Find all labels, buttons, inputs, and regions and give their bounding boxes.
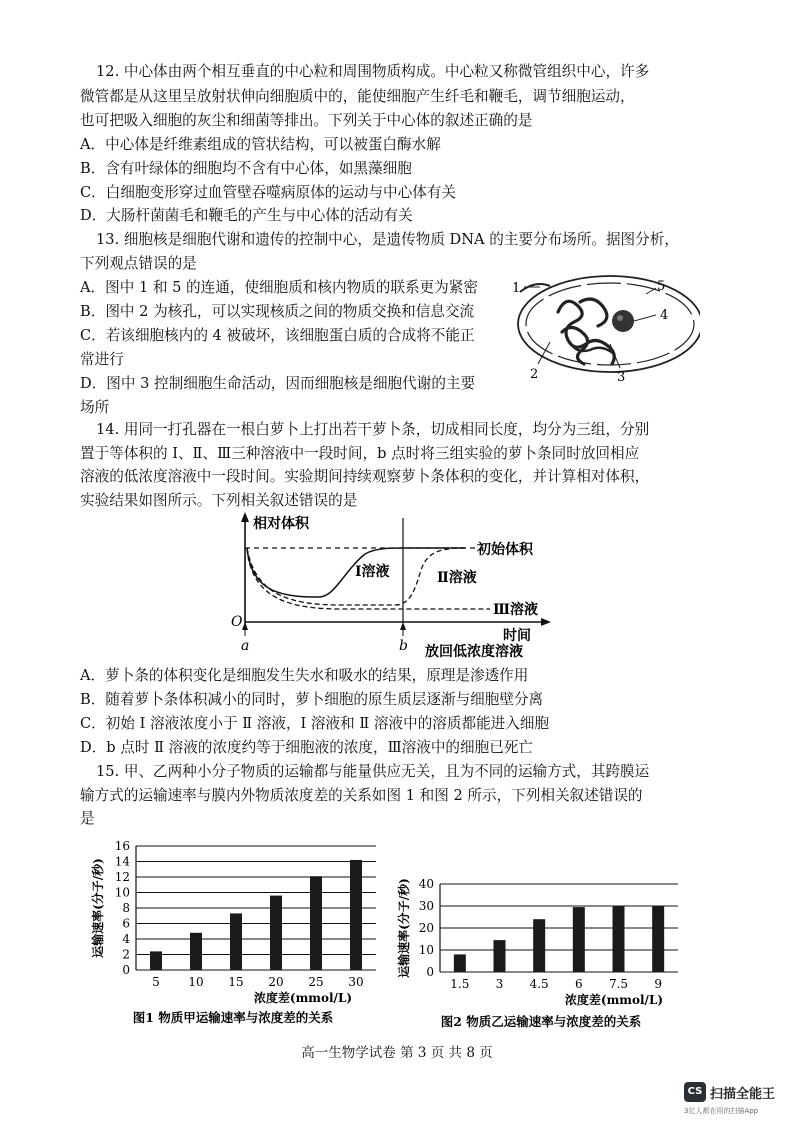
y-tick-label: 10	[114, 885, 130, 900]
y-tick-label: 40	[418, 877, 434, 891]
nucleolus	[612, 310, 634, 332]
bar	[230, 913, 242, 970]
curve-3-label: Ⅲ溶液	[493, 602, 539, 618]
chart-title: 图1 物质甲运输速率与浓度差的关系	[132, 1010, 334, 1025]
y-tick-label: 20	[418, 921, 434, 935]
q14-option-d: D．b 点时 Ⅱ 溶液的浓度约等于细胞液的浓度，Ⅲ溶液中的细胞已死亡	[80, 739, 533, 756]
x-tick-label: 1.5	[450, 977, 470, 991]
y-axis-label: 相对体积	[253, 516, 309, 532]
chromatin	[558, 299, 614, 364]
bar	[613, 906, 625, 972]
x-tick-label: 15	[228, 975, 244, 989]
y-tick-label: 10	[418, 943, 434, 957]
q15-stem-line-3: 是	[80, 810, 95, 827]
origin-label: O	[231, 614, 243, 630]
y-axis-label: 运输速率(分子/秒)	[397, 878, 411, 978]
point-a-label: a	[241, 638, 250, 654]
label-4: 4	[660, 308, 669, 323]
x-axis-label: 时间	[503, 628, 531, 644]
x-tick-label: 9	[654, 977, 662, 991]
x-tick-label: 30	[348, 975, 364, 989]
q13-option-b: B．图中 2 为核孔，可以实现核质之间的物质交换和信息交流	[80, 303, 475, 320]
scanner-app-name: 扫描全能王	[710, 1087, 776, 1102]
bar	[454, 954, 466, 972]
bar	[573, 907, 585, 972]
nuclear-envelope-outer	[518, 276, 700, 372]
q14-option-a: A．萝卜条的体积变化是细胞发生失水和吸水的结果，原理是渗透作用	[80, 667, 529, 684]
chart-substance-b	[396, 866, 686, 1036]
label-3: 3	[617, 370, 626, 385]
y-tick-label: 8	[122, 901, 130, 915]
relative-volume-graph	[225, 510, 565, 660]
label-1: 1	[512, 281, 521, 296]
q14-option-b: B．随着萝卜条体积减小的同时，萝卜细胞的原生质层逐渐与细胞壁分离	[80, 691, 544, 708]
y-tick-label: 2	[122, 947, 130, 962]
y-tick-label: 12	[114, 870, 130, 884]
y-tick-label: 4	[122, 932, 130, 946]
q12-stem-line-1: 12. 中心体由两个相互垂直的中心粒和周围物质构成。中心粒又称微管组织中心，许多	[96, 63, 650, 80]
bar	[533, 919, 545, 972]
bar	[652, 906, 664, 972]
x-tick-label: 5	[152, 975, 160, 989]
x-tick-label: 4.5	[529, 977, 549, 991]
q13-option-c: C．若该细胞核内的 4 被破坏，该细胞蛋白质的合成将不能正	[80, 327, 475, 344]
return-low-concentration-label: 放回低浓度溶液	[425, 644, 523, 660]
bar	[310, 876, 322, 970]
x-tick-label: 6	[575, 977, 583, 991]
bar	[190, 933, 202, 970]
nucleus-diagram	[510, 272, 700, 387]
q12-option-d: D．大肠杆菌菌毛和鞭毛的产生与中心体的活动有关	[80, 207, 413, 224]
y-tick-label: 30	[418, 899, 434, 913]
label-2: 2	[530, 367, 539, 382]
point-b-label: b	[399, 638, 408, 654]
q15-stem-line-2: 输方式的运输速率与膜内外物质浓度差的关系如图 1 和图 2 所示，下列相关叙述错误的	[80, 787, 643, 804]
y-tick-label: 6	[122, 916, 130, 931]
chart-substance-a	[88, 836, 388, 1036]
q14-option-c: C．初始 Ⅰ 溶液浓度小于 Ⅱ 溶液，Ⅰ 溶液和 Ⅱ 溶液中的溶质都能进入细胞	[80, 715, 550, 732]
q13-option-a: A．图中 1 和 5 的连通，使细胞质和核内物质的联系更为紧密	[80, 279, 478, 296]
nuclear-envelope-inner	[526, 283, 694, 365]
scanner-badge	[682, 1082, 794, 1124]
chart-title: 图2 物质乙运输速率与浓度差的关系	[440, 1014, 642, 1029]
q12-option-a: A．中心体是纤维素组成的管状结构，可以被蛋白酶水解	[80, 136, 441, 153]
q13-option-d-cont: 场所	[80, 399, 110, 416]
page-footer: 高一生物学试卷 第 3 页 共 8 页	[301, 1045, 493, 1061]
q12-stem-line-3: 也可把吸入细胞的灰尘和细菌等排出。下列关于中心体的叙述正确的是	[80, 112, 533, 129]
bar	[150, 951, 162, 970]
scanner-tagline: 3亿人都在用的扫描App	[684, 1107, 759, 1115]
q15-stem-line-1: 15. 甲、乙两种小分子物质的运输都与能量供应无关，且为不同的运输方式，其跨膜运	[96, 763, 650, 780]
bar	[270, 896, 282, 970]
q13-stem-line-2: 下列观点错误的是	[80, 255, 197, 272]
curve-2-label: Ⅱ溶液	[437, 570, 477, 586]
q12-option-c: C．白细胞变形穿过血管壁吞噬病原体的运动与中心体有关	[80, 184, 457, 201]
initial-volume-label: 初始体积	[477, 542, 533, 558]
y-tick-label: 14	[114, 854, 130, 869]
x-tick-label: 7.5	[608, 977, 629, 991]
q12-stem-line-2: 微管都是从这里呈放射状伸向细胞质中的，能使细胞产生纤毛和鞭毛，调节细胞运动，	[80, 88, 635, 105]
x-tick-label: 3	[495, 977, 504, 991]
endoplasmic-reticulum	[520, 284, 550, 292]
bar	[350, 860, 362, 970]
q12-option-b: B．含有叶绿体的细胞均不含有中心体，如黑藻细胞	[80, 160, 412, 177]
bar	[494, 940, 506, 972]
q14-stem-line-2: 置于等体积的 Ⅰ、Ⅱ、Ⅲ三种溶液中一段时间，b 点时将三组实验的萝卜条同时放回相应	[80, 445, 640, 462]
q14-stem-line-4: 实验结果如图所示。下列相关叙述错误的是	[80, 492, 358, 509]
y-tick-label: 0	[426, 965, 434, 979]
x-axis-label: 浓度差(mmol/L)	[564, 993, 664, 1007]
y-tick-label: 16	[114, 839, 130, 853]
x-tick-label: 10	[188, 975, 204, 989]
scanner-logo-icon: CS	[684, 1082, 706, 1102]
q13-stem-line-1: 13. 细胞核是细胞代谢和遗传的控制中心，是遗传物质 DNA 的主要分布场所。据图分析，	[96, 231, 679, 248]
y-axis-label: 运输速率(分子/秒)	[91, 858, 105, 958]
x-tick-label: 20	[268, 975, 284, 989]
curve-1-label: Ⅰ溶液	[355, 564, 390, 580]
x-axis-label: 浓度差(mmol/L)	[253, 991, 353, 1005]
q13-option-d: D．图中 3 控制细胞生命活动，因而细胞核是细胞代谢的主要	[80, 375, 476, 392]
q14-stem-line-3: 溶液的低浓度溶液中一段时间。实验期间持续观察萝卜条体积的变化，并计算相对体积，	[80, 468, 650, 485]
q13-option-c-cont: 常进行	[80, 351, 124, 368]
label-5: 5	[657, 279, 666, 294]
q14-stem-line-1: 14. 用同一打孔器在一根白萝卜上打出若干萝卜条，切成相同长度，均分为三组，分别	[96, 421, 650, 438]
x-tick-label: 25	[308, 975, 324, 989]
y-tick-label: 0	[122, 963, 130, 977]
